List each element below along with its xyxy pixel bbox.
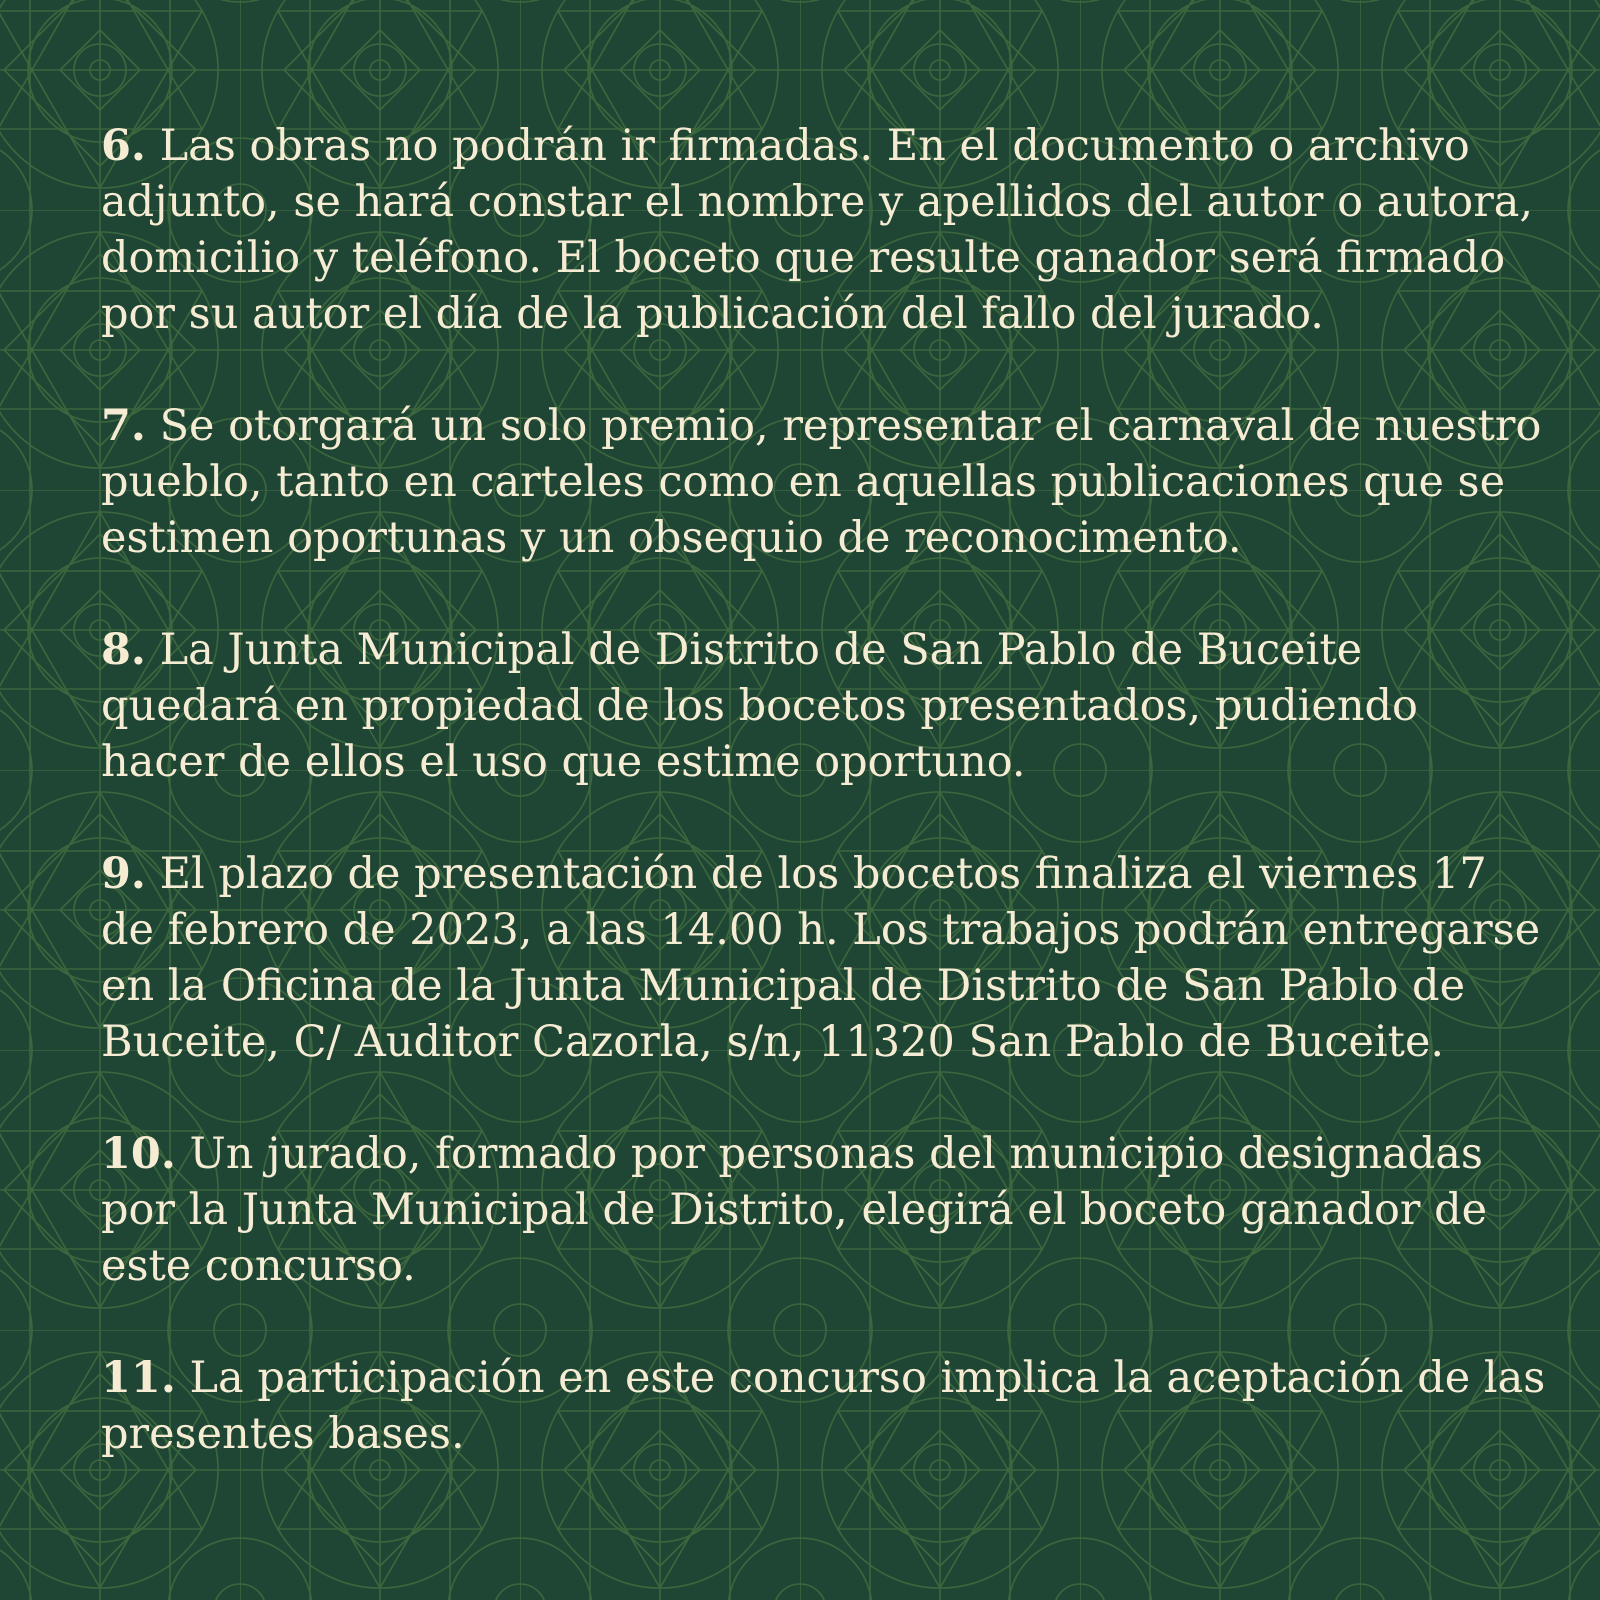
clause-number: 10. bbox=[101, 1129, 176, 1179]
clause-line: presentes bases. bbox=[101, 1409, 465, 1459]
clause-line: adjunto, se hará constar el nombre y apellidos del autor o autora, bbox=[101, 177, 1534, 227]
clause-10 bbox=[101, 1126, 1561, 1294]
clause-line: este concurso. bbox=[101, 1241, 416, 1291]
clause-line: Un jurado, formado por personas del municipio designadas bbox=[189, 1129, 1483, 1179]
clause-number: 7. bbox=[101, 401, 146, 451]
clause-number: 9. bbox=[101, 849, 146, 899]
clause-number: 8. bbox=[101, 625, 146, 675]
clause-9 bbox=[101, 846, 1561, 1070]
clause-line: hacer de ellos el uso que estime oportuno. bbox=[101, 737, 1026, 787]
clause-line: por su autor el día de la publicación del fallo del jurado. bbox=[101, 289, 1324, 339]
clause-line: estimen oportunas y un obsequio de reconocimento. bbox=[101, 513, 1242, 563]
clause-6 bbox=[101, 118, 1561, 342]
clause-line: pueblo, tanto en carteles como en aquellas publicaciones que se bbox=[101, 457, 1506, 507]
clause-line: La Junta Municipal de Distrito de San Pablo de Buceite bbox=[159, 625, 1363, 675]
clause-line: Buceite, C/ Auditor Cazorla, s/n, 11320 San Pablo de Buceite. bbox=[101, 1017, 1445, 1067]
clause-line: El plazo de presentación de los bocetos finaliza el viernes 17 bbox=[159, 849, 1487, 899]
clause-line: La participación en este concurso implica la aceptación de las bbox=[189, 1353, 1546, 1403]
clause-number: 11. bbox=[101, 1353, 176, 1403]
clause-number: 6. bbox=[101, 121, 146, 171]
clause-7 bbox=[101, 398, 1561, 566]
rules-text-block bbox=[101, 118, 1561, 1462]
clause-line: Las obras no podrán ir firmadas. En el documento o archivo bbox=[159, 121, 1470, 171]
clause-line: de febrero de 2023, a las 14.00 h. Los trabajos podrán entregarse bbox=[101, 905, 1541, 955]
clause-line: domicilio y teléfono. El boceto que resulte ganador será firmado bbox=[101, 233, 1506, 283]
clause-line: en la Oficina de la Junta Municipal de Distrito de San Pablo de bbox=[101, 961, 1466, 1011]
clause-11 bbox=[101, 1350, 1561, 1462]
clause-line: quedará en propiedad de los bocetos presentados, pudiendo bbox=[101, 681, 1418, 731]
clause-8 bbox=[101, 622, 1561, 790]
clause-line: Se otorgará un solo premio, representar el carnaval de nuestro bbox=[159, 401, 1542, 451]
clause-line: por la Junta Municipal de Distrito, elegirá el boceto ganador de bbox=[101, 1185, 1488, 1235]
